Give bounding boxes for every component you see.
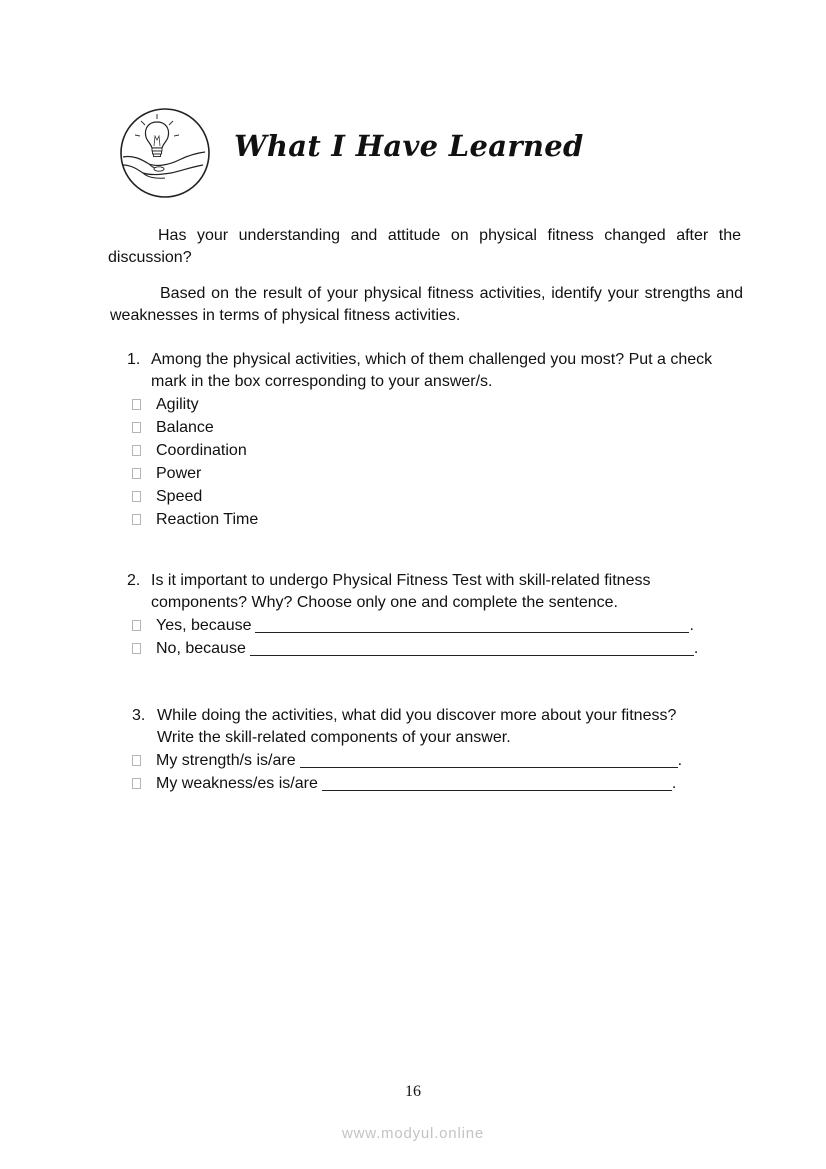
- checkbox[interactable]: [132, 778, 141, 789]
- answer-blank[interactable]: [322, 774, 672, 791]
- option-label: Coordination: [156, 442, 247, 459]
- option-strengths[interactable]: My strength/s is/are .: [132, 750, 682, 772]
- option-no-because[interactable]: No, because .: [132, 638, 698, 660]
- option-label: My weakness/es is/are: [156, 775, 318, 792]
- question-3-text: While doing the activities, what did you discover more about your fitness? Write the skill-related components of your answer.: [157, 707, 677, 746]
- intro-text-1: Has your understanding and attitude on physical fitness changed after the discussion?: [108, 227, 741, 266]
- option-label: Power: [156, 465, 202, 482]
- intro-text-2: Based on the result of your physical fitness activities, identify your strengths and weaknesses in terms of physical fitness activities.: [110, 285, 743, 324]
- option-power[interactable]: [132, 463, 201, 485]
- option-coordination[interactable]: [132, 440, 247, 462]
- option-label: No, because: [156, 640, 246, 657]
- option-label: My strength/s is/are: [156, 752, 296, 769]
- option-balance[interactable]: [132, 417, 214, 439]
- page-title: What I Have Learned: [234, 129, 584, 163]
- checkbox[interactable]: [132, 399, 141, 410]
- option-speed[interactable]: [132, 486, 202, 508]
- option-label: Yes, because: [156, 617, 252, 634]
- answer-blank[interactable]: [255, 616, 689, 633]
- intro-paragraph-1: [108, 225, 741, 269]
- checkbox[interactable]: [132, 620, 141, 631]
- option-label: Agility: [156, 396, 199, 413]
- checkbox[interactable]: [132, 755, 141, 766]
- question-2-text: Is it important to undergo Physical Fitness Test with skill-related fitness components? Why? Choose only one and complete the sentence.: [151, 572, 651, 611]
- option-label: Balance: [156, 419, 214, 436]
- watermark: www.modyul.online: [342, 1125, 484, 1142]
- option-reaction-time[interactable]: [132, 509, 258, 531]
- question-1-number: 1.: [127, 351, 141, 368]
- checkbox[interactable]: [132, 445, 141, 456]
- page-number: 16: [405, 1083, 421, 1100]
- checkbox[interactable]: [132, 643, 141, 654]
- answer-blank[interactable]: [300, 751, 678, 768]
- checkbox[interactable]: [132, 422, 141, 433]
- option-weaknesses[interactable]: My weakness/es is/are .: [132, 773, 676, 795]
- question-1-text: Among the physical activities, which of them challenged you most? Put a check mark in the box corresponding to your answer/s.: [151, 351, 713, 390]
- question-2-number: 2.: [127, 572, 141, 589]
- intro-paragraph-2: [110, 283, 743, 327]
- option-yes-because[interactable]: Yes, because .: [132, 615, 694, 637]
- checkbox[interactable]: [132, 468, 141, 479]
- answer-blank[interactable]: [250, 639, 694, 656]
- checkbox[interactable]: [132, 514, 141, 525]
- option-label: Reaction Time: [156, 511, 259, 528]
- question-3-number: 3.: [132, 707, 146, 724]
- option-label: Speed: [156, 488, 203, 505]
- checkbox[interactable]: [132, 491, 141, 502]
- option-agility[interactable]: [132, 394, 199, 416]
- lightbulb-in-hand-icon: [119, 107, 211, 199]
